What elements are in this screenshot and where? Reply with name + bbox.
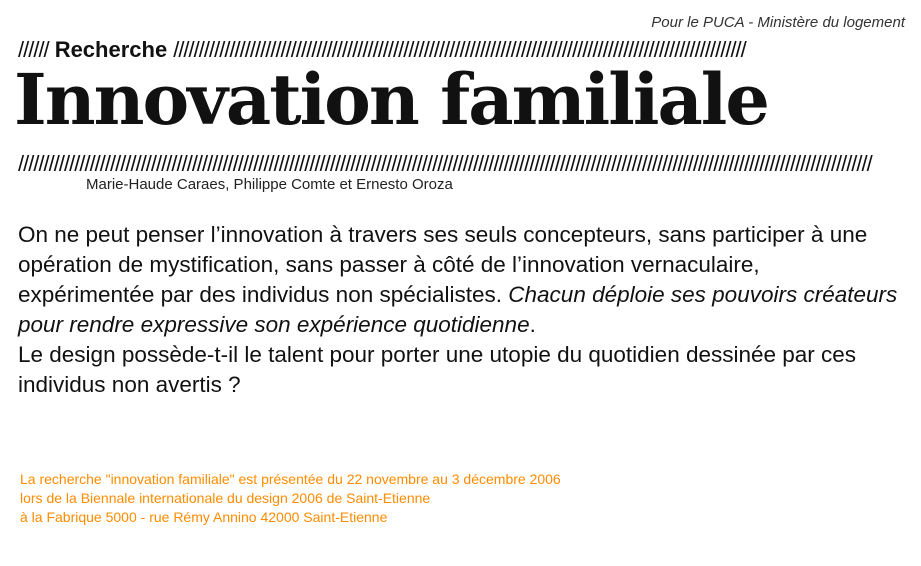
slash-rule-suffix: ////////////////////////////////////////////////////////////////////////////////////////////////////////////////	[173, 38, 746, 62]
event-info-line: La recherche "innovation familiale" est présentée du 22 novembre au 3 décembre 2006	[20, 471, 561, 487]
lead-text: On ne peut penser l’innovation à travers ses seuls concepteurs, sans participer à une opération de mystification, sans passer à côté de l’innovation vernaculaire, expérimentée par des individus non spécialistes.	[18, 222, 868, 307]
event-info	[20, 470, 561, 527]
event-info-line: à la Fabrique 5000 - rue Rémy Annino 42000 Saint-Etienne	[20, 509, 388, 525]
slash-rule-divider: ///////////////////////////////////////////////////////////////////////////////////////////////////////////////////////////////////////////////////////////////////////	[18, 152, 872, 176]
lead-period: .	[529, 312, 536, 337]
lead-paragraph	[18, 220, 898, 400]
publisher-credit: Pour le PUCA - Ministère du logement	[651, 14, 905, 31]
slash-rule-prefix: //////	[18, 38, 49, 62]
lead-emphasis: Chacun déploie ses pouvoirs créateurs pour rendre expressive son expérience quotidienne	[18, 282, 898, 337]
authors-line: Marie-Haude Caraes, Philippe Comte et Ernesto Oroza	[86, 176, 453, 193]
event-info-line: lors de la Biennale internationale du design 2006 de Saint-Etienne	[20, 490, 431, 506]
lead-question: Le design possède-t-il le talent pour porter une utopie du quotidien dessinée par ces individus non avertis ?	[18, 342, 857, 397]
section-label: Recherche	[54, 38, 168, 62]
page-title: Innovation familiale	[14, 58, 768, 141]
